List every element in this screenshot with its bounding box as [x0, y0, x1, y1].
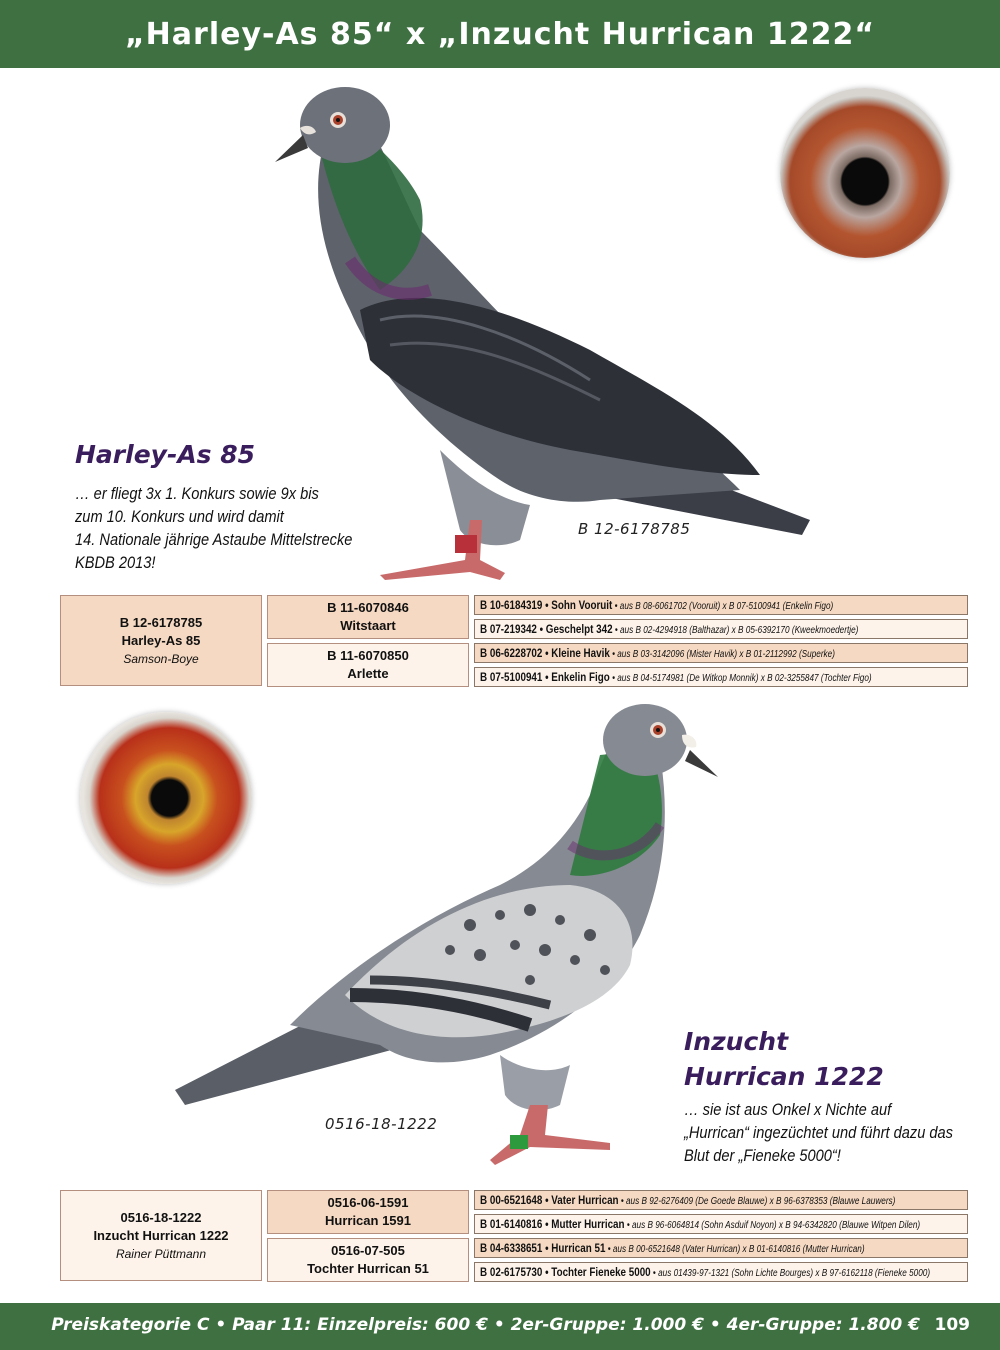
pedigree-breeder: Samson-Boye	[123, 651, 199, 666]
grandparent-main: B 10-6184319 • Sohn Vooruit	[480, 598, 613, 612]
pedigree-name: Harley-As 85	[121, 632, 201, 648]
pedigree-breeder: Rainer Püttmann	[115, 1246, 207, 1261]
pedigree-name: Hurrican 1591	[325, 1213, 411, 1228]
pedigree-name: Tochter Hurrican 51	[307, 1261, 429, 1276]
grandparent-sub: • aus 01439-97-1321 (Sohn Lichte Bourges) x B 97-6162118 (Fieneke 5000)	[650, 1268, 931, 1279]
bird1-desc-line: 14. Nationale jährige Astaube Mittelstrecke	[75, 530, 353, 549]
pedigree-name: Arlette	[347, 666, 389, 681]
grandparent-sub: • aus B 02-4294918 (Balthazar) x B 05-6392170 (Kweekmoedertje)	[612, 625, 859, 636]
grandparent-sub: • aus B 04-5174981 (De Witkop Monnik) x B 02-3255847 (Tochter Figo)	[609, 673, 872, 684]
bird1-description	[75, 482, 352, 574]
bird2-name-line: Hurrican 1222	[684, 1062, 884, 1091]
pedigree-name: Witstaart	[340, 618, 396, 633]
grandparent-sub: • aus B 92-6276409 (De Goede Blauwe) x B 96-6378353 (Blauwe Lauwers)	[618, 1196, 896, 1207]
bird2-desc-line: … sie ist aus Onkel x Nichte auf	[684, 1100, 892, 1119]
grandparent-main: B 04-6338651 • Hurrican 51	[480, 1241, 606, 1255]
pedigree1-grandparent	[474, 643, 968, 663]
pigeon-photo-inzucht-hurrican	[170, 695, 730, 1185]
pigeon-photo-harley-as	[270, 80, 820, 590]
grandparent-main: B 07-5100941 • Enkelin Figo	[480, 670, 610, 684]
grandparent-main: B 07-219342 • Geschelpt 342	[480, 622, 613, 636]
pedigree2-father	[267, 1190, 469, 1234]
bird1-ring-number: B 12-6178785	[578, 520, 691, 538]
price-footer	[0, 1303, 1000, 1350]
pedigree2-mother	[267, 1238, 469, 1282]
pedigree-ring: B 12-6178785	[119, 614, 203, 630]
grandparent-sub: • aus B 00-6521648 (Vater Hurrican) x B 01-6140816 (Mutter Hurrican)	[605, 1244, 865, 1255]
pedigree-ring: 0516-06-1591	[327, 1195, 409, 1210]
pedigree-ring: B 11-6070850	[327, 648, 409, 663]
bird1-desc-line: … er fliegt 3x 1. Konkurs sowie 9x bis	[75, 484, 319, 503]
grandparent-sub: • aus B 96-6064814 (Sohn Asduif Noyon) x B 94-6342820 (Blauwe Witpen Dilen)	[624, 1220, 921, 1231]
grandparent-main: B 00-6521648 • Vater Hurrican	[480, 1193, 619, 1207]
bird2-description	[684, 1098, 953, 1167]
page-title-banner	[0, 0, 1000, 68]
pedigree2-grandparent	[474, 1238, 968, 1258]
grandparent-sub: • aus B 08-6061702 (Vooruit) x B 07-5100941 (Enkelin Figo)	[612, 601, 834, 612]
bird1-name: Harley-As 85	[75, 440, 256, 469]
pedigree-ring: 0516-07-505	[331, 1243, 405, 1258]
pedigree1-father	[267, 595, 469, 639]
bird1-desc-line: KBDB 2013!	[75, 553, 156, 572]
pedigree1-grandparent	[474, 595, 968, 615]
grandparent-main: B 01-6140816 • Mutter Hurrican	[480, 1217, 625, 1231]
grandparent-main: B 06-6228702 • Kleine Havik	[480, 646, 610, 660]
pedigree2-grandparent	[474, 1262, 968, 1282]
pedigree2-grandparent	[474, 1190, 968, 1210]
pedigree1-grandparent	[474, 619, 968, 639]
bird2-desc-line: „Hurrican“ ingezüchtet und führt dazu das	[684, 1123, 954, 1142]
page-title: „Harley-As 85“ x „Inzucht Hurrican 1222“	[124, 16, 876, 52]
pedigree1-mother	[267, 643, 469, 687]
pedigree1-self	[60, 595, 262, 686]
page-number: 109	[934, 1315, 970, 1335]
bird2-desc-line: Blut der „Fieneke 5000“!	[684, 1146, 841, 1165]
pedigree2-grandparent	[474, 1214, 968, 1234]
bird2-name	[684, 1024, 884, 1094]
bird2-name-line: Inzucht	[684, 1027, 789, 1056]
bird1-desc-line: zum 10. Konkurs und wird damit	[75, 507, 284, 526]
eye-photo-harley-as	[780, 88, 950, 258]
pedigree2-self	[60, 1190, 262, 1281]
pedigree-name: Inzucht Hurrican 1222	[93, 1227, 229, 1243]
pedigree-ring: 0516-18-1222	[120, 1209, 202, 1225]
grandparent-sub: • aus B 03-3142096 (Mister Havik) x B 01-2112992 (Superke)	[609, 649, 835, 660]
pedigree1-grandparent	[474, 667, 968, 687]
grandparent-main: B 02-6175730 • Tochter Fieneke 5000	[480, 1265, 651, 1279]
bird2-ring-number: 0516-18-1222	[325, 1115, 438, 1133]
pedigree-ring: B 11-6070846	[327, 600, 409, 615]
price-info: Preiskategorie C • Paar 11: Einzelpreis: 600 € • 2er-Gruppe: 1.000 € • 4er-Gruppe: 1.800 €	[51, 1315, 920, 1335]
